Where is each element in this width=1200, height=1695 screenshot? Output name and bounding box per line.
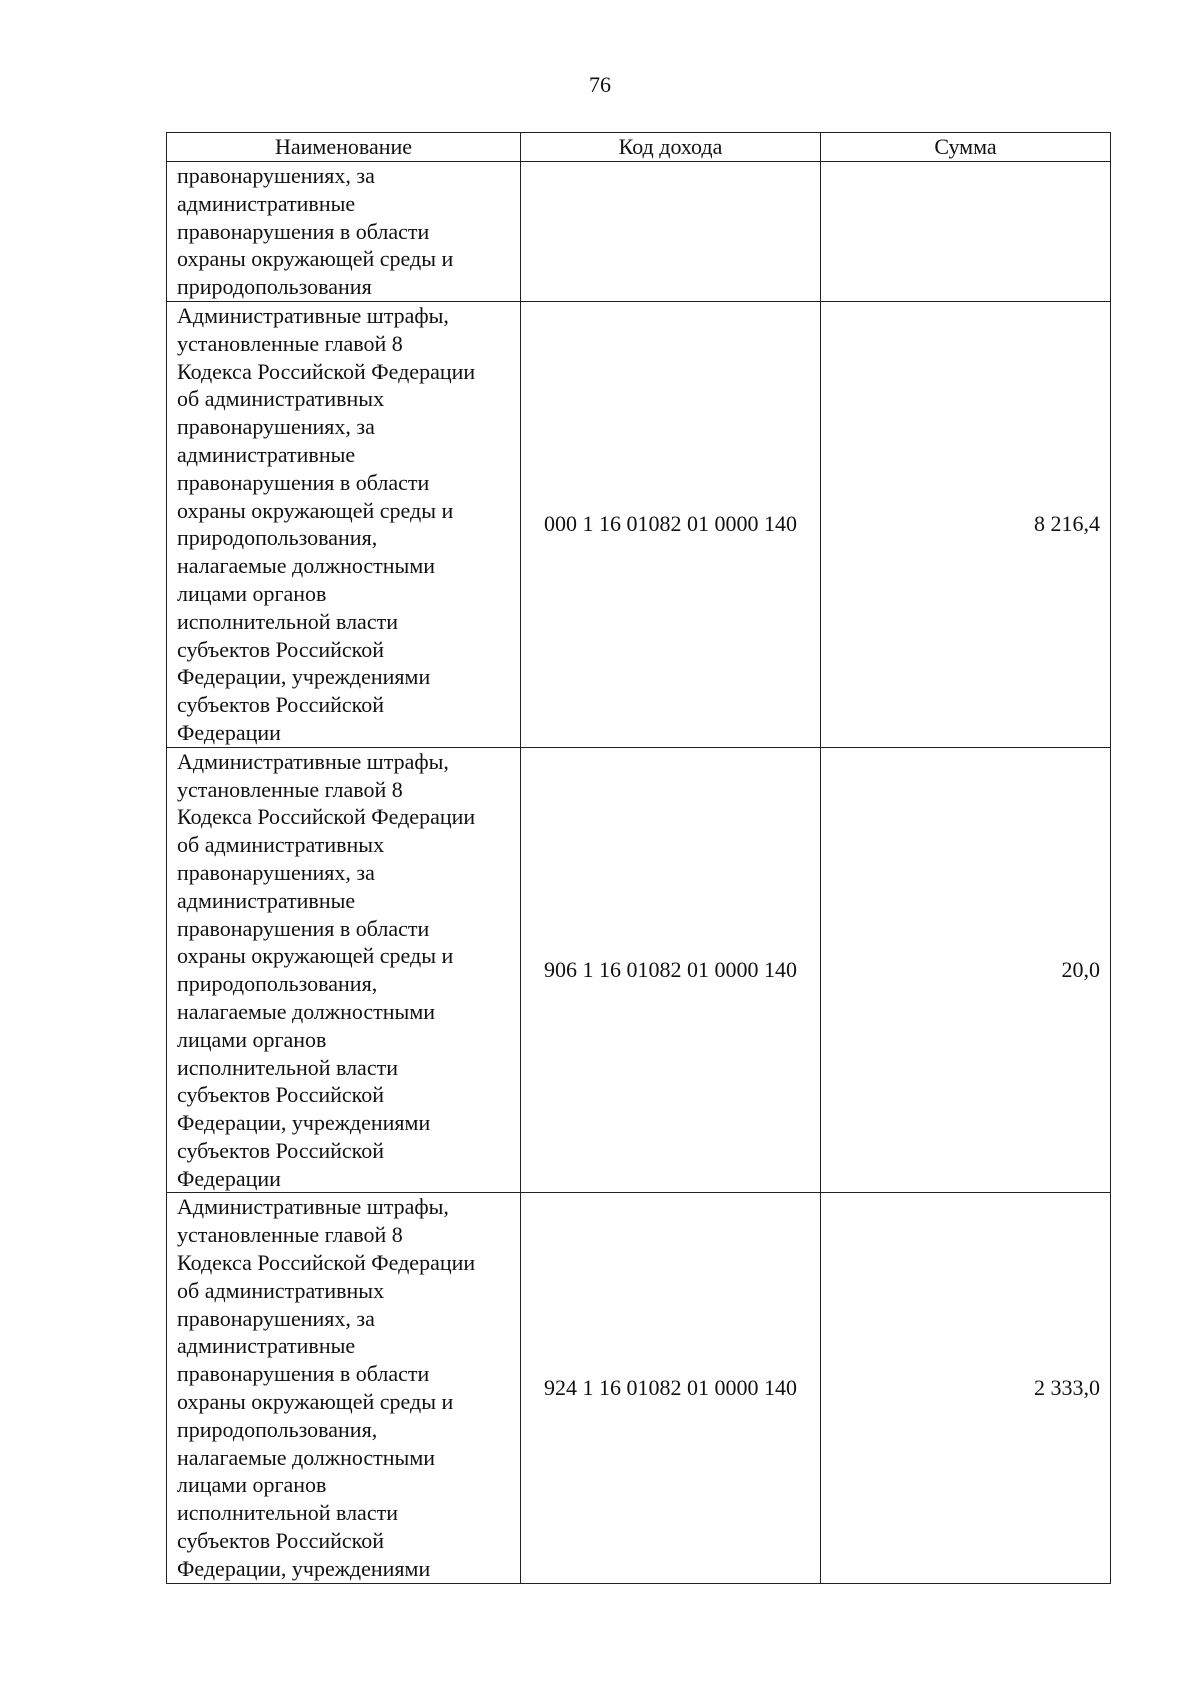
- header-name: Наименование: [167, 133, 521, 162]
- revenue-sum-cell: [821, 162, 1111, 302]
- revenue-code-cell: 924 1 16 01082 01 0000 140: [521, 1193, 821, 1583]
- revenue-name-line: Федерации, учреждениями: [177, 1555, 431, 1581]
- revenue-name-line: лицами органов: [177, 1026, 327, 1052]
- revenue-name-line: Федерации: [177, 1165, 281, 1191]
- revenue-name-line: установленные главой 8: [177, 330, 403, 356]
- revenue-name-line: Административные штрафы,: [177, 748, 449, 774]
- table-row: [167, 747, 1111, 1193]
- revenue-name-cell: [167, 301, 521, 747]
- revenue-name-cell: [167, 747, 521, 1193]
- table-row: [167, 301, 1111, 747]
- revenue-name-line: установленные главой 8: [177, 1222, 403, 1248]
- revenue-name-line: природопользования,: [177, 525, 378, 551]
- revenue-name-line: об административных: [177, 386, 385, 412]
- revenue-name-line: природопользования,: [177, 1416, 378, 1442]
- revenue-name-line: субъектов Российской: [177, 1528, 385, 1554]
- revenue-name-line: установленные главой 8: [177, 776, 403, 802]
- revenue-name-line: административные: [177, 1333, 356, 1359]
- revenue-name-line: лицами органов: [177, 580, 327, 606]
- table-body: [167, 162, 1111, 1584]
- revenue-name-line: Административные штрафы,: [177, 302, 449, 328]
- revenue-name-line: исполнительной власти: [177, 1054, 398, 1080]
- revenue-name-line: лицами органов: [177, 1472, 327, 1498]
- revenue-name-line: исполнительной власти: [177, 1500, 398, 1526]
- revenue-name-line: субъектов Российской: [177, 1137, 385, 1163]
- revenue-name-line: Федерации, учреждениями: [177, 664, 431, 690]
- revenue-name-line: Административные штрафы,: [177, 1194, 449, 1220]
- table-header-row: [167, 133, 1111, 162]
- revenue-name-line: Кодекса Российской Федерации: [177, 1250, 476, 1276]
- revenue-name-line: субъектов Российской: [177, 692, 385, 718]
- revenue-name-line: налагаемые должностными: [177, 1444, 436, 1470]
- revenue-name-line: природопользования,: [177, 971, 378, 997]
- revenue-name-line: природопользования: [177, 274, 372, 300]
- revenue-name-line: правонарушениях, за: [177, 414, 375, 440]
- revenue-name-line: об административных: [177, 1277, 385, 1303]
- revenue-name-line: Федерации: [177, 719, 281, 745]
- revenue-sum-cell: 2 333,0: [821, 1193, 1111, 1583]
- revenue-name-line: налагаемые должностными: [177, 998, 436, 1024]
- page-number: 76: [589, 72, 611, 97]
- header-sum: Сумма: [821, 133, 1111, 162]
- revenue-code-cell: 906 1 16 01082 01 0000 140: [521, 747, 821, 1193]
- revenue-name-line: правонарушения в области: [177, 218, 430, 244]
- revenue-name-line: правонарушения в области: [177, 1361, 430, 1387]
- revenue-name-line: правонарушения в области: [177, 469, 430, 495]
- revenue-name-line: субъектов Российской: [177, 636, 385, 662]
- revenue-name-line: об административных: [177, 832, 385, 858]
- revenue-name-line: Кодекса Российской Федерации: [177, 804, 476, 830]
- revenue-name-cell: [167, 1193, 521, 1583]
- revenue-name-line: охраны окружающей среды и: [177, 246, 454, 272]
- revenue-name-line: исполнительной власти: [177, 608, 398, 634]
- revenue-name-line: налагаемые должностными: [177, 553, 436, 579]
- revenue-table: [166, 132, 1111, 1584]
- revenue-name-line: Федерации, учреждениями: [177, 1110, 431, 1136]
- revenue-name-line: правонарушениях, за: [177, 163, 375, 188]
- revenue-sum-cell: 20,0: [821, 747, 1111, 1193]
- table-row: [167, 162, 1111, 302]
- revenue-name-line: правонарушениях, за: [177, 1305, 375, 1331]
- revenue-name-line: административные: [177, 441, 356, 467]
- revenue-name-line: административные: [177, 887, 356, 913]
- revenue-code-cell: 000 1 16 01082 01 0000 140: [521, 301, 821, 747]
- revenue-name-line: охраны окружающей среды и: [177, 943, 454, 969]
- revenue-name-cell: [167, 162, 521, 302]
- revenue-name-line: охраны окружающей среды и: [177, 497, 454, 523]
- revenue-name-line: правонарушения в области: [177, 915, 430, 941]
- revenue-name-line: Кодекса Российской Федерации: [177, 358, 476, 384]
- revenue-sum-cell: 8 216,4: [821, 301, 1111, 747]
- revenue-name-line: административные: [177, 190, 356, 216]
- revenue-name-line: правонарушениях, за: [177, 859, 375, 885]
- header-code: Код дохода: [521, 133, 821, 162]
- revenue-name-line: охраны окружающей среды и: [177, 1389, 454, 1415]
- revenue-name-line: субъектов Российской: [177, 1082, 385, 1108]
- table-row: [167, 1193, 1111, 1583]
- revenue-code-cell: [521, 162, 821, 302]
